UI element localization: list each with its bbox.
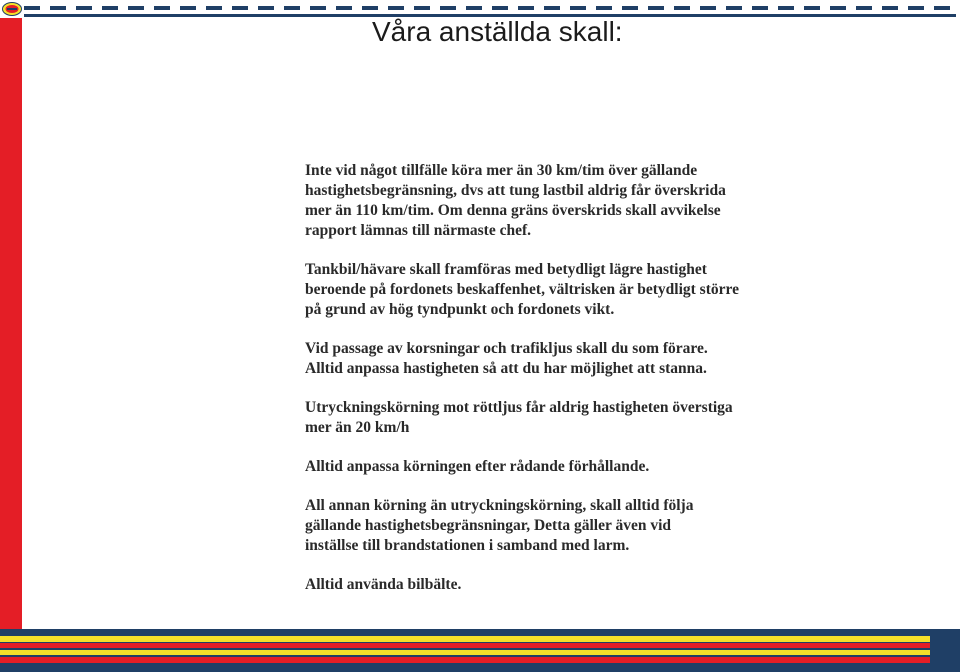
rule-line: på grund av hög tyndpunkt och fordonets vikt. xyxy=(305,301,615,318)
rule-paragraph xyxy=(305,260,805,320)
rules-list xyxy=(305,161,805,614)
company-logo-icon xyxy=(2,2,22,16)
rule-line: Utryckningskörning mot röttljus får aldrig hastigheten överstiga xyxy=(305,399,733,416)
page-title: Våra anställda skall: xyxy=(372,16,623,47)
footer-stripe-red xyxy=(0,643,930,648)
rule-line: All annan körning än utryckningskörning, skall alltid följa xyxy=(305,497,694,514)
rule-line: gällande hastighetsbegränsningar, Detta gäller även vid xyxy=(305,517,671,534)
rule-line: Alltid anpassa körningen efter rådande förhållande. xyxy=(305,458,650,475)
rule-paragraph xyxy=(305,496,805,556)
rule-line: Alltid använda bilbälte. xyxy=(305,576,462,593)
rule-line: rapport lämnas till närmaste chef. xyxy=(305,222,532,239)
footer-stripe-yellow xyxy=(0,650,930,655)
rule-paragraph xyxy=(305,398,805,438)
rule-line: mer än 110 km/tim. Om denna gräns överskrids skall avvikelse xyxy=(305,202,721,219)
rule-paragraph xyxy=(305,575,805,595)
top-dashed-border xyxy=(24,6,956,10)
rule-paragraph xyxy=(305,161,805,241)
footer-stripe-yellow xyxy=(0,636,930,642)
footer-stripe-red xyxy=(0,657,930,663)
rule-paragraph xyxy=(305,457,805,477)
rule-line: Vid passage av korsningar och trafikljus skall du som förare. xyxy=(305,340,708,357)
left-red-bar xyxy=(0,18,22,640)
rule-line: Alltid anpassa hastigheten så att du har möjlighet att stanna. xyxy=(305,360,707,377)
rule-line: beroende på fordonets beskaffenhet, vältrisken är betydligt större xyxy=(305,281,739,298)
rule-line: mer än 20 km/h xyxy=(305,419,410,436)
rule-line: inställse till brandstationen i samband med larm. xyxy=(305,537,630,554)
rule-line: Tankbil/hävare skall framföras med betydligt lägre hastighet xyxy=(305,261,707,278)
rule-paragraph xyxy=(305,339,805,379)
rule-line: Inte vid något tillfälle köra mer än 30 km/tim över gällande xyxy=(305,162,698,179)
rule-line: hastighetsbegränsning, dvs att tung lastbil aldrig får överskrida xyxy=(305,182,726,199)
